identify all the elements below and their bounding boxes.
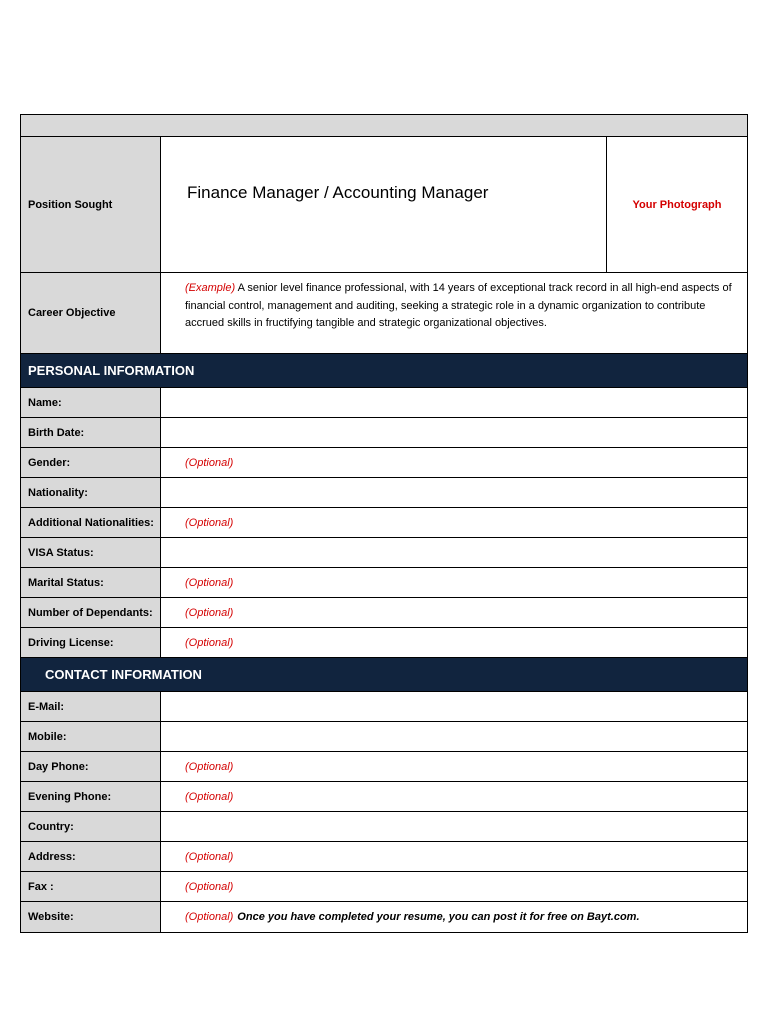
optional-hint: (Optional) [185, 456, 234, 469]
field-label: Number of Dependants: [21, 598, 161, 627]
dependants-field[interactable] [161, 598, 747, 627]
field-row-mobile [21, 722, 747, 752]
optional-hint: (Optional) [185, 636, 234, 649]
field-row-website [21, 902, 747, 932]
fax-field[interactable] [161, 872, 747, 901]
field-label: Evening Phone: [21, 782, 161, 811]
optional-hint: (Optional) [185, 850, 234, 863]
optional-hint: (Optional) [185, 911, 234, 923]
field-row-marital-status [21, 568, 747, 598]
address-field[interactable] [161, 842, 747, 871]
optional-hint: (Optional) [185, 760, 234, 773]
nationality-field[interactable] [161, 478, 747, 507]
field-label: VISA Status: [21, 538, 161, 567]
field-label: Additional Nationalities: [21, 508, 161, 537]
field-label: Website: [21, 902, 161, 932]
field-label: Day Phone: [21, 752, 161, 781]
optional-hint: (Optional) [185, 516, 234, 529]
evening-phone-field[interactable] [161, 782, 747, 811]
field-row-evening-phone [21, 782, 747, 812]
optional-hint: (Optional) [185, 880, 234, 893]
field-row-visa-status [21, 538, 747, 568]
career-objective-row [21, 273, 747, 354]
field-row-gender [21, 448, 747, 478]
example-tag: (Example) [185, 282, 236, 294]
website-field[interactable] [161, 902, 747, 932]
field-row-fax [21, 872, 747, 902]
visa-status-field[interactable] [161, 538, 747, 567]
field-label: Fax : [21, 872, 161, 901]
bayt-note: Once you have completed your resume, you can post it for free on Bayt.com. [237, 911, 640, 923]
position-value[interactable]: Finance Manager / Accounting Manager [161, 137, 607, 272]
career-objective-value[interactable] [161, 273, 747, 353]
field-row-email [21, 692, 747, 722]
field-label: E-Mail: [21, 692, 161, 721]
optional-hint: (Optional) [185, 606, 234, 619]
email-field[interactable] [161, 692, 747, 721]
country-field[interactable] [161, 812, 747, 841]
optional-hint: (Optional) [185, 576, 234, 589]
field-label: Address: [21, 842, 161, 871]
field-row-day-phone [21, 752, 747, 782]
field-label: Driving License: [21, 628, 161, 657]
additional-nationalities-field[interactable] [161, 508, 747, 537]
field-label: Birth Date: [21, 418, 161, 447]
career-objective-label: Career Objective [21, 273, 161, 353]
career-objective-text: A senior level finance professional, with 14 years of exceptional track record in all high-end aspects of financial control, management and auditing, seeking a strategic role in a dynamic organization to contribute accrued skills in fructifying tangible and strategic organizational objectives. [185, 282, 732, 329]
personal-information-header: PERSONAL INFORMATION [21, 354, 747, 388]
contact-information-header: CONTACT INFORMATION [21, 658, 747, 692]
field-row-birth-date [21, 418, 747, 448]
field-row-address [21, 842, 747, 872]
field-row-additional-nationalities [21, 508, 747, 538]
day-phone-field[interactable] [161, 752, 747, 781]
optional-hint: (Optional) [185, 790, 234, 803]
header-band [21, 115, 747, 137]
name-field[interactable] [161, 388, 747, 417]
field-label: Marital Status: [21, 568, 161, 597]
mobile-field[interactable] [161, 722, 747, 751]
photo-placeholder[interactable]: Your Photograph [632, 198, 722, 211]
field-label: Mobile: [21, 722, 161, 751]
gender-field[interactable] [161, 448, 747, 477]
field-row-name [21, 388, 747, 418]
driving-license-field[interactable] [161, 628, 747, 657]
birth-date-field[interactable] [161, 418, 747, 447]
field-row-country [21, 812, 747, 842]
field-label: Country: [21, 812, 161, 841]
position-label: Position Sought [21, 137, 161, 272]
marital-status-field[interactable] [161, 568, 747, 597]
field-label: Name: [21, 388, 161, 417]
field-label: Nationality: [21, 478, 161, 507]
resume-form [20, 114, 748, 933]
position-row [21, 137, 747, 273]
field-row-nationality [21, 478, 747, 508]
field-row-number-of-dependants [21, 598, 747, 628]
field-row-driving-license [21, 628, 747, 658]
field-label: Gender: [21, 448, 161, 477]
